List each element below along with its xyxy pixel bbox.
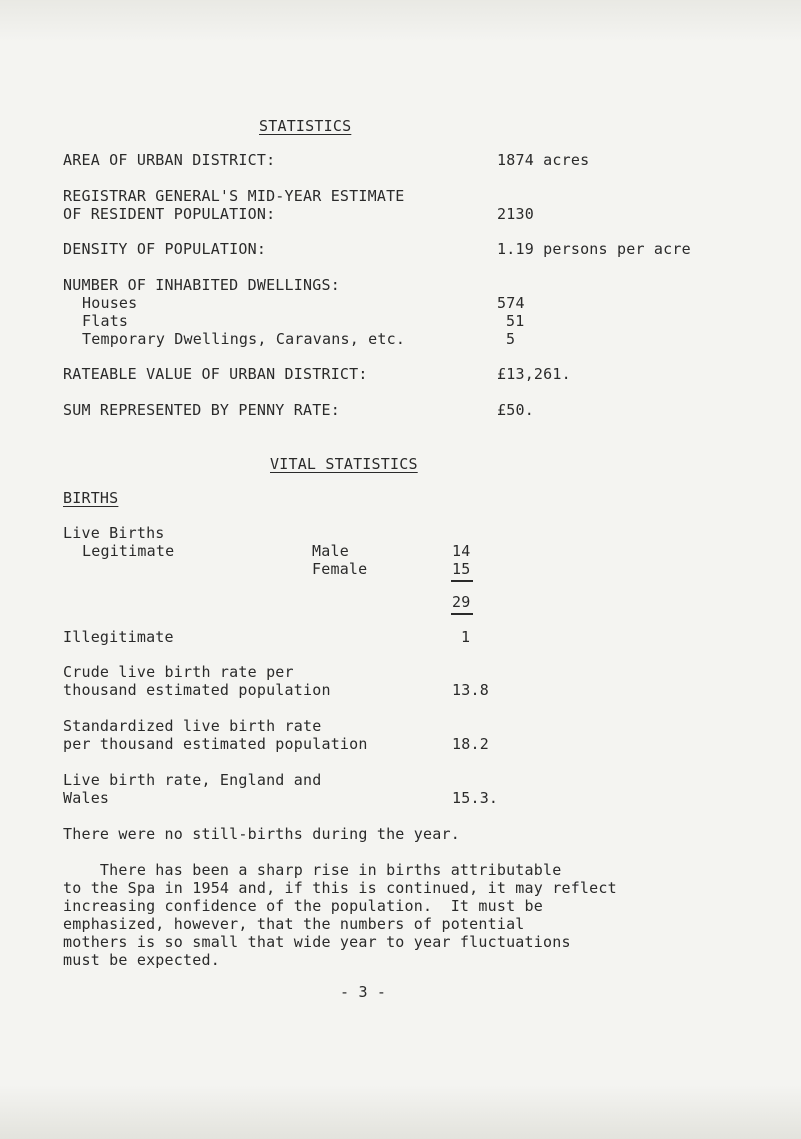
penny-rate-label: SUM REPRESENTED BY PENNY RATE: (63, 401, 340, 419)
paragraph-line-4: emphasized, however, that the numbers of potential (63, 915, 525, 933)
houses-label: Houses (82, 294, 138, 312)
crude-rate-label-line2: thousand estimated population (63, 681, 331, 699)
illegitimate-label: Illegitimate (63, 628, 174, 646)
dwellings-label: NUMBER OF INHABITED DWELLINGS: (63, 276, 340, 294)
page-edge-top (0, 0, 801, 42)
population-label-line2: OF RESIDENT POPULATION: (63, 205, 276, 223)
illegitimate-value: 1 (461, 628, 471, 646)
density-value: 1.19 persons per acre (497, 240, 691, 258)
still-births-note: There were no still-births during the year. (63, 825, 460, 843)
england-wales-rate-value: 15.3. (452, 789, 499, 807)
england-wales-rate-label-line1: Live birth rate, England and (63, 771, 322, 789)
flats-label: Flats (82, 312, 129, 330)
paragraph-line-2: to the Spa in 1954 and, if this is continued, it may reflect (63, 879, 617, 897)
paragraph-line-1: There has been a sharp rise in births attributable (63, 861, 562, 879)
temporary-dwellings-label: Temporary Dwellings, Caravans, etc. (82, 330, 406, 348)
england-wales-rate-label-line2: Wales (63, 789, 110, 807)
legitimate-total-value: 29 (452, 593, 471, 611)
paragraph-line-3: increasing confidence of the population. It must be (63, 897, 543, 915)
population-label: REGISTRAR GENERAL'S MID-YEAR ESTIMATE (63, 187, 405, 205)
female-value: 15 (452, 560, 471, 578)
live-births-label: Live Births (63, 524, 165, 542)
rateable-value: £13,261. (497, 365, 571, 383)
subtotal-rule (451, 580, 473, 582)
population-value: 2130 (497, 205, 534, 223)
paragraph-line-6: must be expected. (63, 951, 220, 969)
temporary-dwellings-value: 5 (506, 330, 516, 348)
flats-value: 51 (506, 312, 525, 330)
female-label: Female (312, 560, 368, 578)
standardized-rate-value: 18.2 (452, 735, 489, 753)
area-label: AREA OF URBAN DISTRICT: (63, 151, 276, 169)
statistics-heading: STATISTICS (259, 117, 352, 135)
standardized-rate-label-line1: Standardized live birth rate (63, 717, 322, 735)
page-number: - 3 - (340, 983, 387, 1001)
births-heading: BIRTHS (63, 489, 119, 507)
page-edge-bottom (0, 1085, 801, 1139)
paragraph-line-5: mothers is so small that wide year to year fluctuations (63, 933, 571, 951)
total-rule (451, 613, 473, 615)
legitimate-label: Legitimate (82, 542, 175, 560)
standardized-rate-label-line2: per thousand estimated population (63, 735, 368, 753)
vital-statistics-heading: VITAL STATISTICS (270, 455, 418, 473)
houses-value: 574 (497, 294, 525, 312)
density-label: DENSITY OF POPULATION: (63, 240, 267, 258)
crude-rate-value: 13.8 (452, 681, 489, 699)
male-value: 14 (452, 542, 471, 560)
male-label: Male (312, 542, 349, 560)
area-value: 1874 acres (497, 151, 590, 169)
crude-rate-label-line1: Crude live birth rate per (63, 663, 294, 681)
penny-rate-value: £50. (497, 401, 534, 419)
rateable-value-label: RATEABLE VALUE OF URBAN DISTRICT: (63, 365, 368, 383)
